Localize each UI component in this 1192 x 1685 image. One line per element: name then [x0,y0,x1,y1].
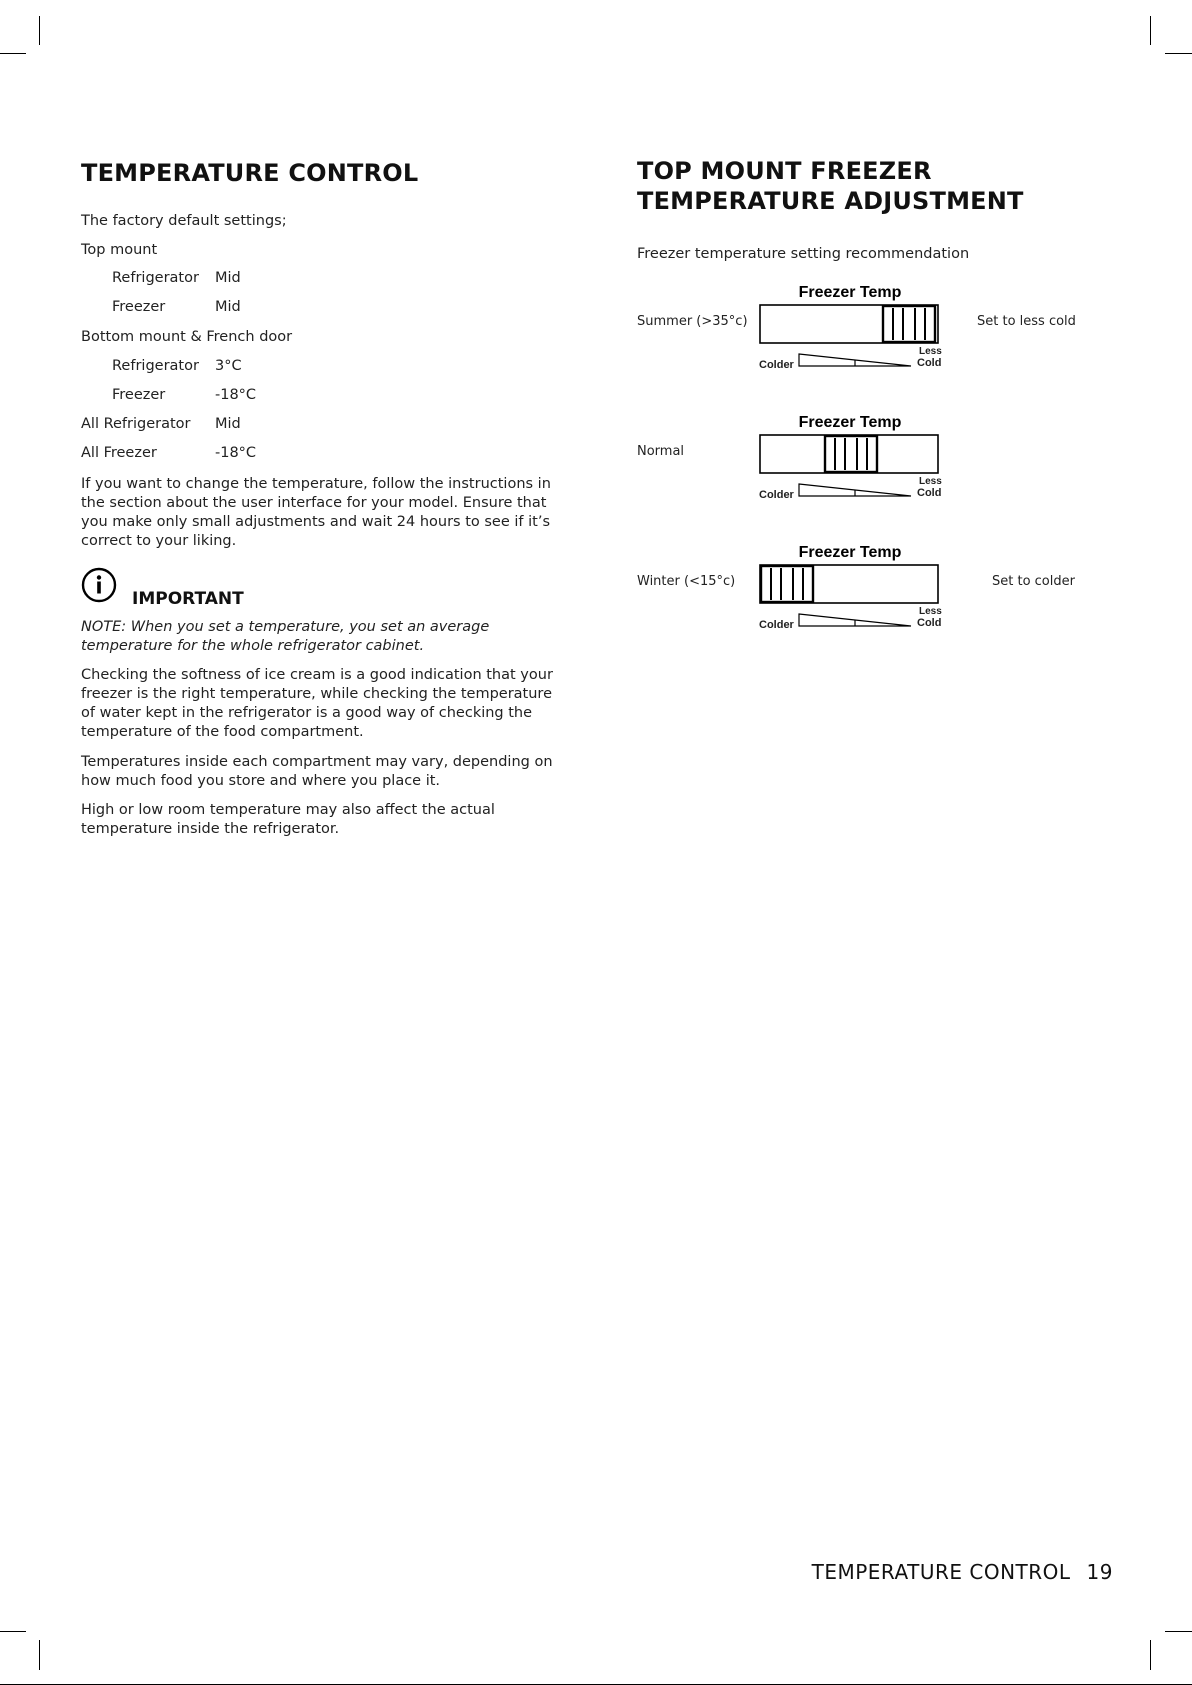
setting-value: -18°C [215,445,257,461]
crop-mark [1150,1640,1151,1670]
crop-mark [1165,1631,1192,1632]
setting-label: All Refrigerator [81,416,191,432]
paragraph: Checking the softness of ice cream is a good indication that your freezer is the right temperature, while checking the temperature of water kept in the refrigerator is a good way of checking the temperature of the food compartment. [81,667,553,740]
cold-label: Cold [917,487,942,499]
page-number: 19 [1086,1560,1113,1584]
slider-knob [825,436,877,472]
setting-label: Freezer [112,299,166,315]
slider-knob [883,306,935,342]
setting-value: -18°C [215,387,257,403]
cold-label: Cold [917,357,942,369]
setting-label: Refrigerator [112,358,199,374]
setting-label: Freezer [112,387,166,403]
setting-value: Mid [215,299,241,315]
advice-label: Set to colder [992,574,1075,589]
top-mount-title: Top mount [81,242,158,258]
crop-mark [39,1640,40,1670]
dial-title: Freezer Temp [798,414,902,431]
less-label: Less [919,476,942,487]
setting-label: All Freezer [81,445,157,461]
section-title: TOP MOUNT FREEZER [637,157,932,185]
crop-mark [1150,16,1151,45]
dial-title: Freezer Temp [798,284,902,301]
info-icon [81,567,117,603]
crop-mark [1165,53,1192,54]
colder-label: Colder [759,359,794,371]
page-title: TEMPERATURE CONTROL [81,159,419,187]
dial-title: Freezer Temp [798,544,902,561]
less-label: Less [919,346,942,357]
setting-value: Mid [215,416,241,432]
recommendation-intro: Freezer temperature setting recommendation [637,246,970,262]
colder-label: Colder [759,619,794,631]
crop-mark [39,16,40,45]
setting-value: Mid [215,270,241,286]
setting-value: 3°C [215,358,242,374]
page-footer [812,1560,1113,1584]
condition-label: Summer (>35°c) [637,314,748,329]
instructions-text: If you want to change the temperature, follow the instructions in the section about the user interface for your model. Ensure that you make only small adjustments and wait 24 hours to see if it’s correct to your liking. [81,476,551,549]
crop-mark [0,1631,26,1632]
condition-label: Winter (<15°c) [637,574,736,589]
setting-label: Refrigerator [112,270,199,286]
less-label: Less [919,606,942,617]
cold-label: Cold [917,617,942,629]
colder-label: Colder [759,489,794,501]
important-title: IMPORTANT [132,589,244,609]
dial-summer [637,284,1117,394]
bottom-mount-title: Bottom mount & French door [81,329,293,345]
condition-label: Normal [637,444,685,459]
section-title: TEMPERATURE ADJUSTMENT [637,187,1024,215]
intro-text: The factory default settings; [81,213,287,229]
paragraph: High or low room temperature may also affect the actual temperature inside the refrigerator. [81,802,495,837]
crop-mark [0,53,26,54]
dial-winter [637,544,1117,654]
paragraph: Temperatures inside each compartment may vary, depending on how much food you store and where you place it. [81,754,553,789]
dial-normal [637,414,1117,524]
advice-label: Set to less cold [977,314,1076,329]
note-text: NOTE: When you set a temperature, you set an average temperature for the whole refrigerator cabinet. [81,619,490,654]
slider-knob [761,566,813,602]
footer-section-title: TEMPERATURE CONTROL [811,1560,1071,1584]
